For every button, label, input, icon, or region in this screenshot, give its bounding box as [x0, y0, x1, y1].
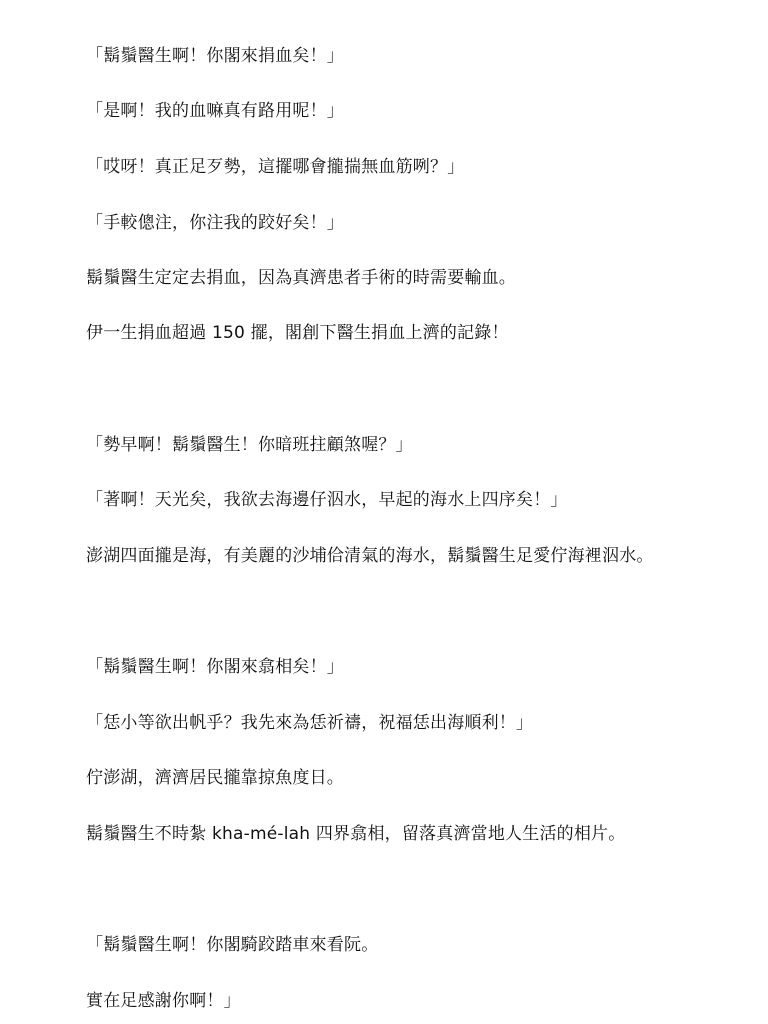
dialogue-line: 「是啊！我的血嘛真有路用呢！」 — [86, 101, 344, 121]
narration-line: 鬍鬚醫生定定去捐血，因為真濟患者手術的時需要輸血。 — [86, 268, 516, 288]
dialogue-line: 「恁小等欲出帆乎？我先來為恁祈禱，祝福恁出海順利！」 — [86, 713, 534, 733]
dialogue-line: 「鬍鬚醫生啊！你閣來捐血矣！」 — [86, 46, 344, 66]
dialogue-line: 「鬍鬚醫生啊！你閣騎跤踏車來看阮。 — [86, 935, 379, 955]
dialogue-line: 「勢早啊！鬍鬚醫生！你暗班拄顧煞喔？」 — [86, 435, 413, 455]
dialogue-line: 實在足感謝你啊！」 — [86, 991, 241, 1011]
dialogue-line: 「著啊！天光矣，我欲去海邊仔泅水，早起的海水上四序矣！」 — [86, 490, 568, 510]
narration-line: 鬍鬚醫生不時紮 kha-mé-lah 四界翕相，留落真濟當地人生活的相片。 — [86, 824, 626, 844]
dialogue-line: 「鬍鬚醫生啊！你閣來翕相矣！」 — [86, 657, 344, 677]
narration-line: 澎湖四面攏是海，有美麗的沙埔佮清氣的海水，鬍鬚醫生足愛佇海裡泅水。 — [86, 546, 654, 566]
narration-line: 伊一生捐血超過 150 擺，閣創下醫生捐血上濟的記錄！ — [86, 323, 509, 343]
dialogue-line: 「哎呀！真正足歹勢，這擺哪會攏揣無血筋咧？」 — [86, 157, 465, 177]
narration-line: 佇澎湖，濟濟居民攏靠掠魚度日。 — [86, 768, 344, 788]
dialogue-line: 「手較傯注，你注我的跤好矣！」 — [86, 213, 344, 233]
